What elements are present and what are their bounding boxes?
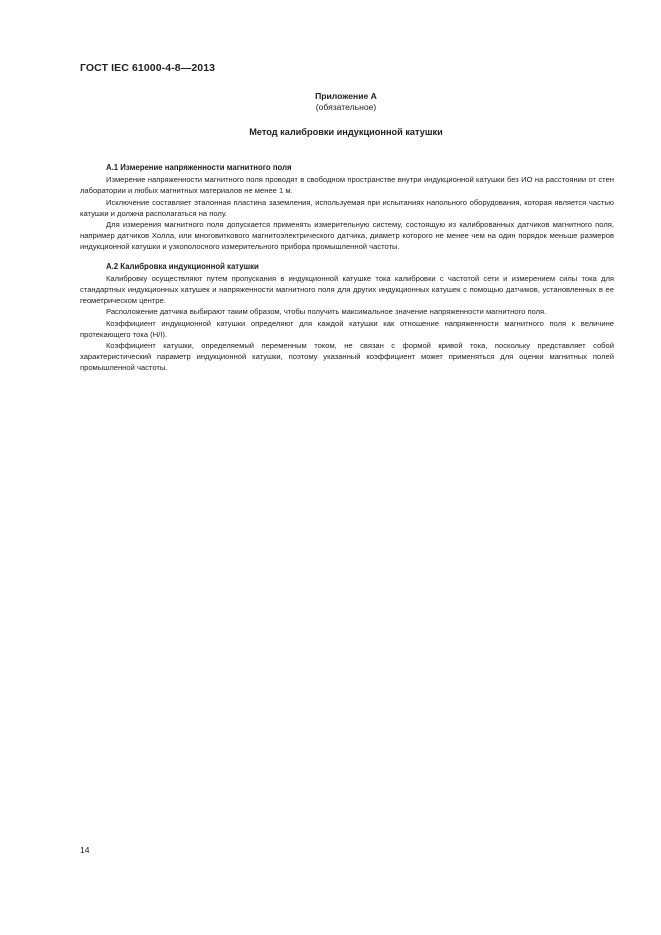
page-number: 14 — [80, 845, 90, 855]
section-a1 — [80, 162, 614, 253]
paragraph: Измерение напряженности магнитного поля проводят в свободном пространстве внутри индукционной катушки без ИО на расстоянии от стен лаборатории и любых магнитных материалов не менее 1 м. — [80, 175, 614, 196]
main-title: Метод калибровки индукционной катушки — [249, 127, 443, 137]
paragraph: Калибровку осуществляют путем пропускания в индукционной катушке тока калибровки с частотой сети и измерением силы тока для стандартных индукционных катушек и напряженности магнитного поля для других индукционных катушек с помощью датчиков, установленных в ее геометрическом центре. — [80, 273, 614, 306]
section-a2 — [80, 261, 614, 374]
appendix-title: Приложение А — [315, 91, 377, 101]
appendix-subtitle: (обязательное) — [315, 102, 377, 112]
section-heading: А.1 Измерение напряженности магнитного поля — [106, 163, 292, 172]
paragraph: Коэффициент катушки, определяемый переменным током, не связан с формой кривой тока, поскольку представляет собой характеристический параметр индукционной катушки, поэтому указанный коэффициент может применяться для оценки магнитных полей промышленной частоты. — [80, 341, 614, 373]
paragraph: Расположение датчика выбирают таким образом, чтобы получить максимальное значение напряженности магнитного поля. — [106, 307, 547, 317]
paragraph: Исключение составляет эталонная пластина заземления, используемая при испытаниях напольного оборудования, которая является частью катушки и должна располагаться на полу. — [80, 197, 614, 218]
document-body — [80, 162, 614, 382]
paragraph: Для измерения магнитного поля допускается применять измерительную систему, состоящую из калиброванных датчиков магнитного поля, например датчиков Холла, или многовиткового магнитоэлектрического датчика, диаметр которого не менее чем на один порядок меньше размеров индукционной катушки и узкополосного измерительного прибора промышленной частоты. — [80, 220, 614, 252]
document-header: ГОСТ IEC 61000-4-8—2013 — [80, 62, 216, 74]
section-heading: А.2 Калибровка индукционной катушки — [106, 261, 259, 271]
paragraph: Коэффициент индукционной катушки определяют для каждой катушки как отношение напряженности магнитного поля к величине протекающего тока (H/I). — [80, 318, 614, 339]
